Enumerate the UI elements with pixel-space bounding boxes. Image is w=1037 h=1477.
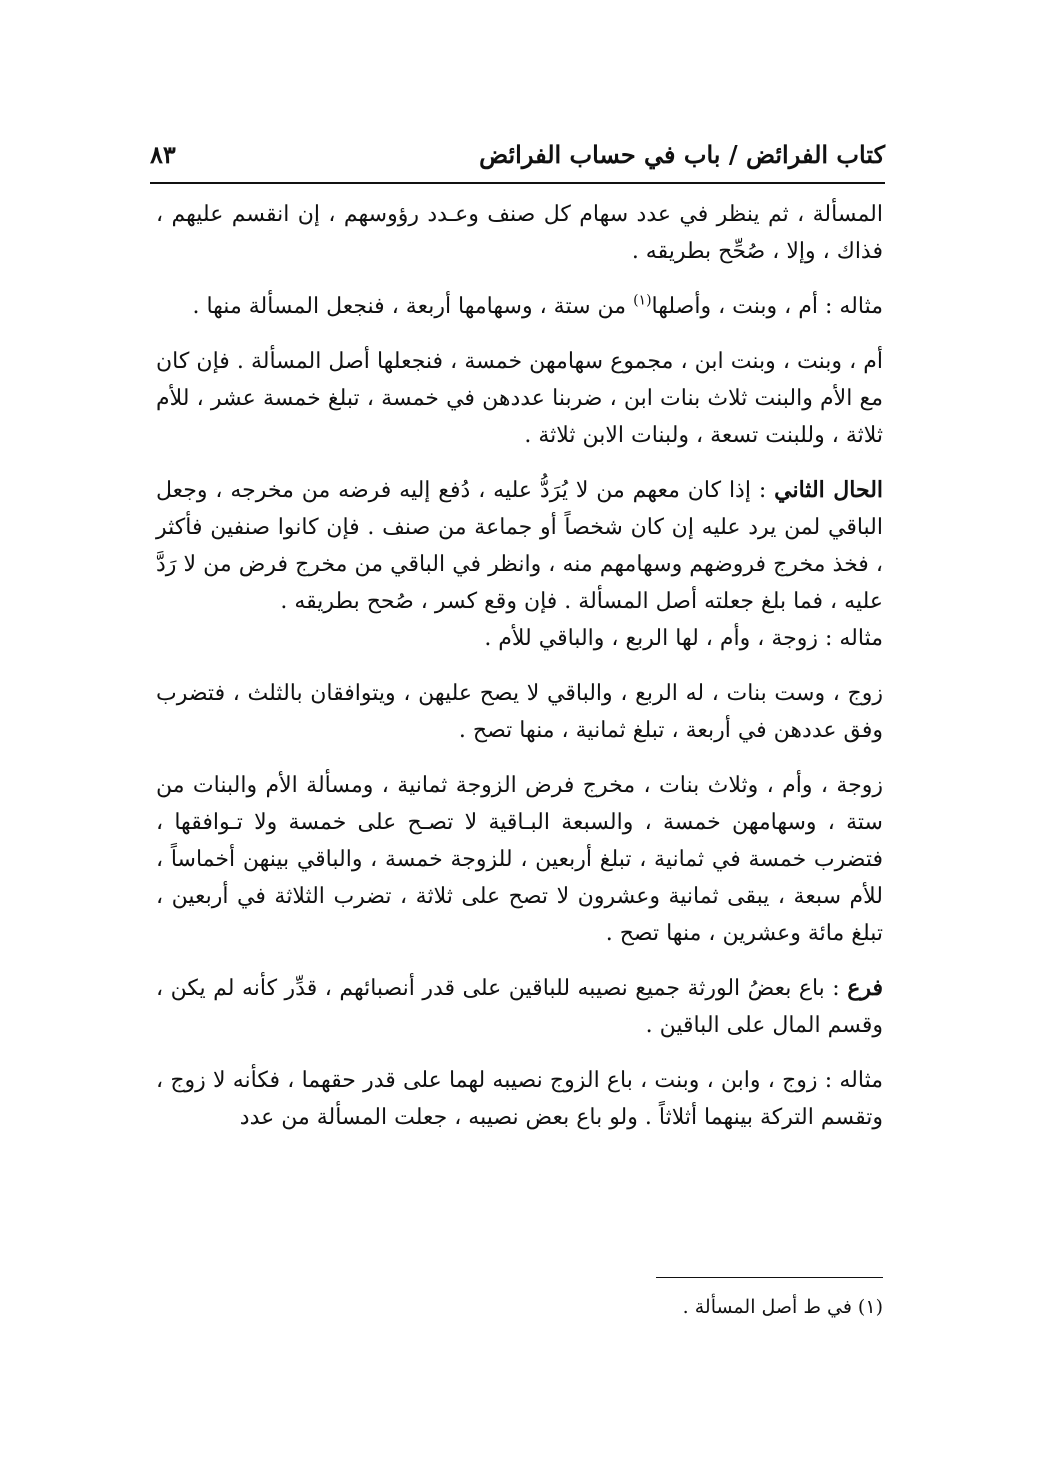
footnote-rule xyxy=(656,1277,883,1278)
paragraph-text: : باع بعضُ الورثة جميع نصيبه للباقين على قدر أنصبائهم ، قدِّر كأنه لم يكن ، وقسم المال على الباقين . xyxy=(156,976,883,1038)
footnote-text: (١) في ط أصل المسألة . xyxy=(682,1296,883,1318)
header-rule xyxy=(150,182,885,184)
section-heading: فرع xyxy=(847,975,883,1001)
paragraph-text: المسألة ، ثم ينظر في عدد سهام كل صنف وعـدد رؤوسهم ، إن انقسم عليهم ، فذاك ، وإلا ، صُحِّح بطريقه . xyxy=(156,202,883,264)
running-title: كتاب الفرائض / باب في حساب الفرائض xyxy=(479,139,885,169)
paragraph-1 xyxy=(156,196,883,270)
paragraph-text: مثاله : زوجة ، وأم ، لها الربع ، والباقي للأم . xyxy=(484,626,883,651)
paragraph-5 xyxy=(156,620,883,657)
paragraph-7 xyxy=(156,767,883,952)
main-text xyxy=(156,196,883,1136)
paragraph-text: زوج ، وست بنات ، له الربع ، والباقي لا يصح عليهن ، ويتوافقان بالثلث ، فتضرب وفق عددهن في أربعة ، تبلغ ثمانية ، منها تصح . xyxy=(156,681,883,743)
page-number: ٨٣ xyxy=(150,139,176,169)
page-header xyxy=(150,128,885,180)
paragraph-text: أم ، وبنت ، وبنت ابن ، مجموع سهامهن خمسة ، فنجعلها أصل المسألة . فإن كان مع الأم والبنت ثلاث بنات ابن ، ضربنا عددهن في خمسة ، تبلغ خمسة عشر ، للأم ثلاثة ، وللبنت تسعة ، ولبنات الابن ثلاثة . xyxy=(156,349,883,448)
paragraph-4 xyxy=(156,472,883,620)
paragraph-text: من ستة ، وسهامها أربعة ، فنجعل المسألة منها . xyxy=(192,294,634,319)
footnote xyxy=(560,1293,883,1321)
paragraph-text: مثاله : أم ، وبنت ، وأصلها xyxy=(651,294,883,319)
paragraph-9 xyxy=(156,1062,883,1136)
footnote-marker: (١) xyxy=(633,292,652,309)
paragraph-6 xyxy=(156,675,883,749)
paragraph-text: : إذا كان معهم من لا يُرَدُّ عليه ، دُفع إليه فرضه من مخرجه ، وجعل الباقي لمن يرد عليه إن كان شخصاً أو جماعة من صنف . فإن كانوا صنفين فأكثر ، فخذ مخرج فروضهم وسهامهم منه ، وانظر في الباقي من مخرج فرض من لا رَدَّ عليه ، فما بلغ جعلته أصل المسألة . فإن وقع كسر ، صُحح بطريقه . xyxy=(156,478,883,614)
paragraph-3 xyxy=(156,343,883,454)
paragraph-text: مثاله : زوج ، وابن ، وبنت ، باع الزوج نصيبه لهما على قدر حقهما ، فكأنه لا زوج ، وتقسم التركة بينهما أثلاثاً . ولو باع بعض نصيبه ، جعلت المسألة من عدد xyxy=(156,1068,883,1130)
section-heading: الحال الثاني xyxy=(774,477,884,503)
paragraph-8 xyxy=(156,970,883,1044)
paragraph-2 xyxy=(156,288,883,325)
paragraph-text: زوجة ، وأم ، وثلاث بنات ، مخرج فرض الزوجة ثمانية ، ومسألة الأم والبنات من ستة ، وسهامهن خمسة ، والسبعة البـاقية لا تصـح على خمسة ولا تـوافقها ، فتضرب خمسة في ثمانية ، تبلغ أربعين ، للزوجة خمسة ، والباقي بينهن أخماساً ، للأم سبعة ، يبقى ثمانية وعشرون لا تصح على ثلاثة ، تضرب الثلاثة في أربعين ، تبلغ مائة وعشرين ، منها تصح . xyxy=(156,773,883,946)
